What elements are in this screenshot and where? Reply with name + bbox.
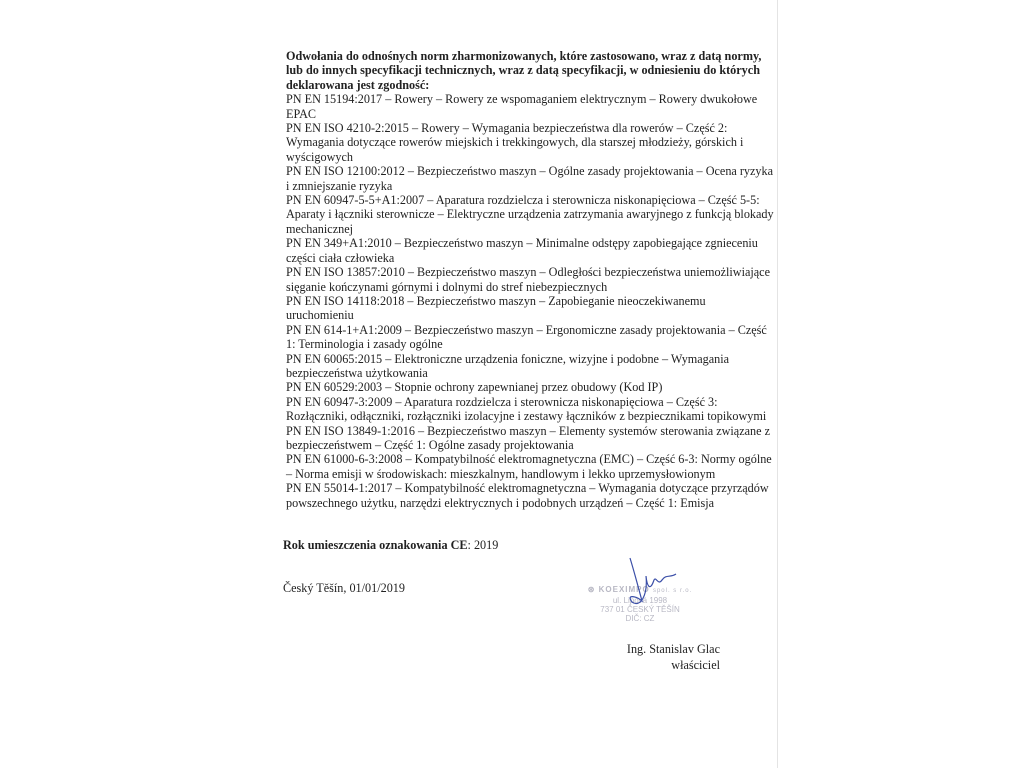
signature <box>620 556 690 616</box>
norm-item <box>286 481 769 510</box>
norm-line: części ciała człowieka <box>286 250 395 265</box>
norm-line: wyścigowych <box>286 149 354 164</box>
norm-line: PN EN 61000-6-3:2008 – Kompatybilność elektromagnetyczna (EMC) – Część 6-3: Normy ogólne <box>286 452 772 467</box>
norm-line: PN EN ISO 4210-2:2015 – Rowery – Wymagania bezpieczeństwa dla rowerów – Część 2: <box>286 121 728 136</box>
norm-line: Aparaty i łączniki sterownicze – Elektryczne urządzenia zatrzymania awaryjnego z funkcją blokady <box>286 207 774 222</box>
norms-list <box>286 92 774 510</box>
norm-item <box>286 236 758 265</box>
norm-line: Rozłączniki, odłączniki, rozłączniki izolacyjne i zestawy łączników z bezpiecznikami topikowymi <box>286 409 767 424</box>
ce-label: Rok umieszczenia oznakowania CE <box>283 538 468 552</box>
signer-block <box>627 641 720 673</box>
norm-line: PN EN 60947-5-5+A1:2007 – Aparatura rozdzielcza i sterownicza niskonapięciowa – Część 5-5: <box>286 193 760 208</box>
norm-line: PN EN ISO 12100:2012 – Bezpieczeństwo maszyn – Ogólne zasady projektowania – Ocena ryzyka <box>286 164 774 179</box>
page-edge <box>777 0 778 768</box>
norm-item <box>286 352 746 381</box>
norm-item <box>286 164 774 193</box>
company-stamp: ⊛ KOEXIMPO spol. s r.o. ul. Lipová 1998 737 01 ČESKÝ TĚŠÍN DIČ: CZ <box>587 585 693 623</box>
heading-line: lub do innych specyfikacji technicznych, wraz z datą specyfikacji, w odniesieniu do których <box>286 63 760 78</box>
norm-line: bezpieczeństwa użytkowania <box>286 365 428 380</box>
norm-item <box>286 121 746 164</box>
norm-line: Wymagania dotyczące rowerów miejskich i trekkingowych, dla starszej młodzieży, górskich i <box>286 135 744 150</box>
ce-marking-year <box>283 538 498 553</box>
norm-line: PN EN 15194:2017 – Rowery – Rowery ze wspomaganiem elektrycznym – Rowery dwukołowe <box>286 92 758 107</box>
norm-line: PN EN 60065:2015 – Elektroniczne urządzenia foniczne, wizyjne i podobne – Wymagania <box>286 351 730 366</box>
heading-line: Odwołania do odnośnych norm zharmonizowanych, które zastosowano, wraz z datą normy, <box>286 49 762 63</box>
norm-line: – Norma emisji w środowiskach: mieszkalnym, handlowym i lekko uprzemysłowionym <box>286 466 716 481</box>
norm-line: 1: Terminologia i zasady ogólne <box>286 337 443 352</box>
norms-heading <box>286 49 762 92</box>
norm-line: PN EN 60529:2003 – Stopnie ochrony zapewnianej przez obudowy (Kod IP) <box>286 380 663 395</box>
norm-item <box>286 380 746 394</box>
norm-item <box>286 193 774 236</box>
norm-line: i zmniejszanie ryzyka <box>286 178 393 193</box>
norm-item <box>286 423 770 453</box>
norm-line: PN EN 60947-3:2009 – Aparatura rozdzielcza i sterownicza niskonapięciowa – Część 3: <box>286 394 718 409</box>
norm-line: sięganie kończynami górnymi i dolnymi do stref niebezpiecznych <box>286 279 608 294</box>
norm-line: uruchomieniu <box>286 308 354 323</box>
norm-line: powszechnego użytku, narzędzi elektrycznych i podobnych urządzeń – Część 1: Emisja <box>286 495 715 510</box>
norm-item <box>286 394 767 424</box>
ce-value: : 2019 <box>467 538 499 552</box>
norm-line: PN EN 614-1+A1:2009 – Bezpieczeństwo maszyn – Ergonomiczne zasady projektowania – Część <box>286 322 767 337</box>
norm-item <box>286 92 758 121</box>
norm-item <box>286 322 767 352</box>
norm-line: PN EN ISO 13857:2010 – Bezpieczeństwo maszyn – Odległości bezpieczeństwa uniemożliwiające <box>286 265 770 280</box>
norms-section <box>286 49 774 510</box>
norm-item <box>286 452 772 481</box>
norm-line: bezpieczeństwem – Część 1: Ogólne zasady projektowania <box>286 437 574 452</box>
norm-line: PN EN 55014-1:2017 – Kompatybilność elektromagnetyczna – Wymagania dotyczące przyrządów <box>286 481 769 496</box>
norm-line: PN EN ISO 14118:2018 – Bezpieczeństwo maszyn – Zapobieganie nieoczekiwanemu <box>286 293 706 308</box>
norm-item <box>286 294 746 323</box>
norm-item <box>286 265 770 294</box>
norm-line: EPAC <box>286 106 317 121</box>
norm-line: mechanicznej <box>286 221 353 236</box>
signer-role: właściciel <box>671 658 720 672</box>
norm-line: PN EN 349+A1:2010 – Bezpieczeństwo maszyn – Minimalne odstępy zapobiegające zgnieceniu <box>286 236 758 251</box>
norm-line: PN EN ISO 13849-1:2016 – Bezpieczeństwo maszyn – Elementy systemów sterowania związane z <box>286 423 770 438</box>
heading-line: deklarowana jest zgodność: <box>286 77 430 92</box>
signer-name: Ing. Stanislav Glac <box>626 642 720 656</box>
place-date: Český Těšín, 01/01/2019 <box>283 581 405 595</box>
